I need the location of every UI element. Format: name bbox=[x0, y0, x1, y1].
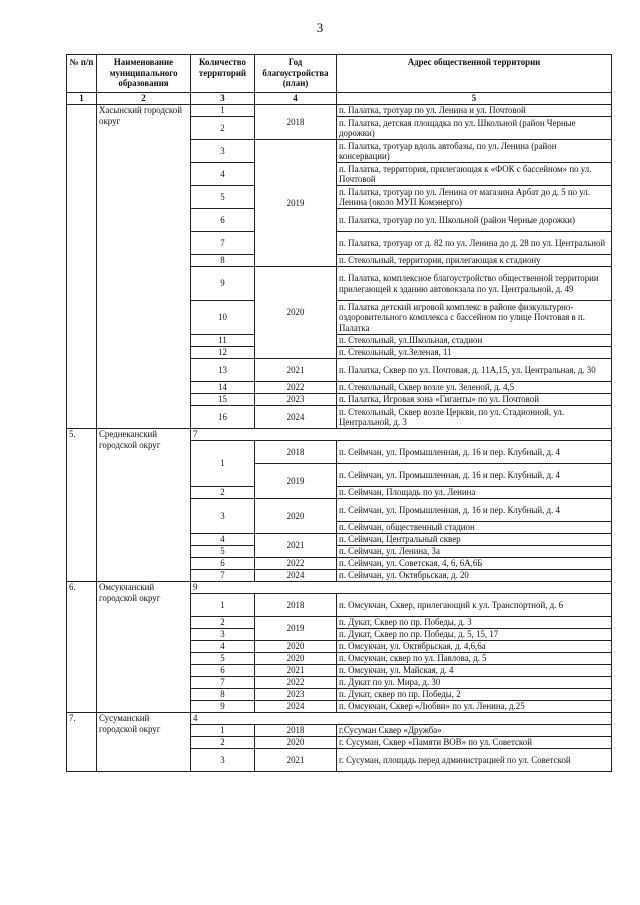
plan-year: 2019 bbox=[255, 140, 337, 267]
plan-year: 2020 bbox=[255, 499, 337, 534]
header-number: № п/п bbox=[67, 55, 97, 93]
territory-address: п. Дукат, Сквер по пр. Победы, д. 3 bbox=[337, 617, 612, 629]
territory-address: п. Омсукчан, Сквер «Любви» по ул. Ленина, д.25 bbox=[337, 701, 612, 713]
territory-number: 7 bbox=[191, 570, 255, 582]
territory-address: п. Омсукчан, сквер по ул. Павлова, д. 5 bbox=[337, 653, 612, 665]
territory-count: 9 bbox=[191, 582, 255, 594]
territory-address: п. Стекольный, Сквер возле ул. Зеленой, д. 4,5 bbox=[337, 382, 612, 394]
column-number-1: 1 bbox=[67, 93, 97, 105]
territory-address: п. Омсукчан, Сквер, прилегающий к ул. Транспортной, д. 6 bbox=[337, 594, 612, 617]
count-row-spacer bbox=[255, 429, 612, 441]
territory-address: п. Сеймчан, общественный стадион bbox=[337, 522, 612, 534]
territory-number: 16 bbox=[191, 406, 255, 429]
plan-year: 2024 bbox=[255, 701, 337, 713]
territory-address: п. Дукат, Сквер по пр. Победы, д. 5, 15, 17 bbox=[337, 629, 612, 641]
territory-number: 4 bbox=[191, 641, 255, 653]
territory-number: 2 bbox=[191, 737, 255, 749]
territory-number: 4 bbox=[191, 534, 255, 546]
count-row-spacer bbox=[255, 713, 612, 725]
section-number: 7. bbox=[67, 713, 97, 772]
header-year: Год благоустройства (план) bbox=[255, 55, 337, 93]
territory-number: 5 bbox=[191, 653, 255, 665]
territory-address: п. Омсукчан, ул. Майская, д. 4 bbox=[337, 665, 612, 677]
territory-address: п. Палатка, тротуар по ул. Ленина от магазина Арбат до д. 5 по ул. Ленина (около МУП Комэнерго) bbox=[337, 186, 612, 209]
plan-year: 2020 bbox=[255, 737, 337, 749]
header-territory-count: Количество территорий bbox=[191, 55, 255, 93]
plan-year: 2020 bbox=[255, 653, 337, 665]
territory-count: 7 bbox=[191, 429, 255, 441]
territory-address: п. Дукат, сквер по пр. Победы, 2 bbox=[337, 689, 612, 701]
plan-year: 2021 bbox=[255, 749, 337, 772]
territory-address: п. Палатка, Игровая зона «Гиганты» по ул. Почтовой bbox=[337, 394, 612, 406]
territory-number: 1 bbox=[191, 725, 255, 737]
territory-address: п. Палатка, тротуар вдоль автобазы, по ул. Ленина (район консервации) bbox=[337, 140, 612, 163]
territory-address: п. Палатка, тротуар по ул. Ленина и ул. Почтовой bbox=[337, 105, 612, 117]
territory-address: п. Сеймчан, ул. Промышленная, д. 16 и пер. Клубный, д. 4 bbox=[337, 499, 612, 522]
plan-year: 2020 bbox=[255, 641, 337, 653]
column-number-2: 2 bbox=[97, 93, 191, 105]
territory-address: п. Сеймчан, Центральный сквер bbox=[337, 534, 612, 546]
territory-number: 7 bbox=[191, 232, 255, 255]
column-number-3: 3 bbox=[191, 93, 255, 105]
territory-number: 11 bbox=[191, 335, 255, 347]
territory-number: 2 bbox=[191, 117, 255, 140]
territory-number: 14 bbox=[191, 382, 255, 394]
territory-number: 15 bbox=[191, 394, 255, 406]
territory-number: 3 bbox=[191, 749, 255, 772]
territory-number: 1 bbox=[191, 105, 255, 117]
territory-number: 1 bbox=[191, 594, 255, 617]
plan-year: 2022 bbox=[255, 677, 337, 689]
plan-year: 2024 bbox=[255, 406, 337, 429]
plan-year: 2018 bbox=[255, 725, 337, 737]
territory-address: п. Палатка детский игровой комплекс в районе физкультурно-оздоровительного комплекса с бассейном по улице Почтовая в п. Палатка bbox=[337, 301, 612, 335]
territory-number: 12 bbox=[191, 347, 255, 359]
territory-number: 9 bbox=[191, 267, 255, 301]
territory-number: 13 bbox=[191, 359, 255, 382]
territory-address: г. Сусуман, площадь перед администрацией по ул. Советской bbox=[337, 749, 612, 772]
territory-number: 9 bbox=[191, 701, 255, 713]
territory-address: п. Стекольный, территория, прилегающая к стадиону bbox=[337, 255, 612, 267]
territory-number: 6 bbox=[191, 665, 255, 677]
territory-number: 10 bbox=[191, 301, 255, 335]
territory-address: п. Стекольный, ул.Школьная, стадион bbox=[337, 335, 612, 347]
municipality-name: Сусуманский городской округ bbox=[97, 713, 191, 772]
column-number-4: 4 bbox=[255, 93, 337, 105]
section-number bbox=[67, 105, 97, 429]
header-municipality: Наименование муниципального образования bbox=[97, 55, 191, 93]
territory-number: 8 bbox=[191, 255, 255, 267]
territory-address: п. Сеймчан, ул. Советская, 4, 6, 6А,6Б bbox=[337, 558, 612, 570]
plan-year: 2022 bbox=[255, 558, 337, 570]
section-number: 6. bbox=[67, 582, 97, 713]
municipality-name: Хасынский городской округ bbox=[97, 105, 191, 429]
column-number-5: 5 bbox=[337, 93, 612, 105]
plan-year: 2022 bbox=[255, 382, 337, 394]
territory-number: 3 bbox=[191, 499, 255, 534]
territory-address: п. Палатка, тротуар по ул. Школьной (район Черные дорожки) bbox=[337, 209, 612, 232]
territory-address: п. Сеймчан, ул. Октябрьская, д. 20 bbox=[337, 570, 612, 582]
territory-number: 6 bbox=[191, 209, 255, 232]
territory-number: 3 bbox=[191, 629, 255, 641]
plan-year: 2018 bbox=[255, 105, 337, 140]
territory-address: п. Палатка, тротуар от д. 82 по ул. Ленина до д. 28 по ул. Центральной bbox=[337, 232, 612, 255]
plan-year: 2020 bbox=[255, 267, 337, 359]
territory-number: 2 bbox=[191, 487, 255, 499]
plan-year: 2021 bbox=[255, 534, 337, 558]
territory-number: 5 bbox=[191, 546, 255, 558]
count-row-spacer bbox=[255, 582, 612, 594]
header-address: Адрес общественной территории bbox=[337, 55, 612, 93]
plan-year: 2021 bbox=[255, 665, 337, 677]
territory-number: 7 bbox=[191, 677, 255, 689]
plan-year: 2023 bbox=[255, 689, 337, 701]
plan-year: 2019 bbox=[255, 464, 337, 499]
plan-year: 2018 bbox=[255, 441, 337, 464]
territory-address: п. Сеймчан, Площадь по ул. Ленина bbox=[337, 487, 612, 499]
territory-address: п. Стекольный, Сквер возле Церкви, по ул. Стадионной, ул. Центральной, д. 3 bbox=[337, 406, 612, 429]
municipality-name: Омсукчанский городской округ bbox=[97, 582, 191, 713]
territory-address: п. Стекольный, ул.Зеленая, 11 bbox=[337, 347, 612, 359]
territory-address: п. Сеймчан, ул. Промышленная, д. 16 и пер. Клубный, д. 4 bbox=[337, 464, 612, 487]
territory-address: п. Палатка, территория, прилегающая к «ФОК с бассейном» по ул. Почтовой bbox=[337, 163, 612, 186]
public-territories-table bbox=[66, 54, 612, 772]
plan-year: 2023 bbox=[255, 394, 337, 406]
municipality-name: Среднеканский городской округ bbox=[97, 429, 191, 582]
plan-year: 2019 bbox=[255, 617, 337, 641]
territory-number: 3 bbox=[191, 140, 255, 163]
territory-address: п. Палатка, комплексное благоустройство общественной территории прилегающей к зданию автовокзала по ул. Центральной, д. 49 bbox=[337, 267, 612, 301]
plan-year: 2021 bbox=[255, 359, 337, 382]
section-number: 5. bbox=[67, 429, 97, 582]
territory-number: 6 bbox=[191, 558, 255, 570]
territory-address: п. Палатка, детская площадка по ул. Школьной (район Черные дорожки) bbox=[337, 117, 612, 140]
territory-number: 1 bbox=[191, 441, 255, 487]
plan-year: 2018 bbox=[255, 594, 337, 617]
territory-number: 5 bbox=[191, 186, 255, 209]
plan-year: 2024 bbox=[255, 570, 337, 582]
territory-count: 4 bbox=[191, 713, 255, 725]
territory-address: п. Дукат по ул. Мира, д. 30 bbox=[337, 677, 612, 689]
territory-number: 8 bbox=[191, 689, 255, 701]
territory-address: г.Сусуман Сквер «Дружба» bbox=[337, 725, 612, 737]
page-number: 3 bbox=[316, 20, 324, 35]
territory-number: 2 bbox=[191, 617, 255, 629]
territory-address: п. Омсукчан, ул. Октябрьская, д. 4,6,6а bbox=[337, 641, 612, 653]
territory-address: г. Сусуман, Сквер «Памяти ВОВ» по ул. Советской bbox=[337, 737, 612, 749]
territory-address: п. Сеймчан, ул. Промышленная, д. 16 и пер. Клубный, д. 4 bbox=[337, 441, 612, 464]
territory-address: п. Сеймчан, ул. Ленина, 3а bbox=[337, 546, 612, 558]
territory-address: п. Палатка, Сквер по ул. Почтовая, д. 11А,15, ул. Центральная, д. 30 bbox=[337, 359, 612, 382]
territory-number: 4 bbox=[191, 163, 255, 186]
